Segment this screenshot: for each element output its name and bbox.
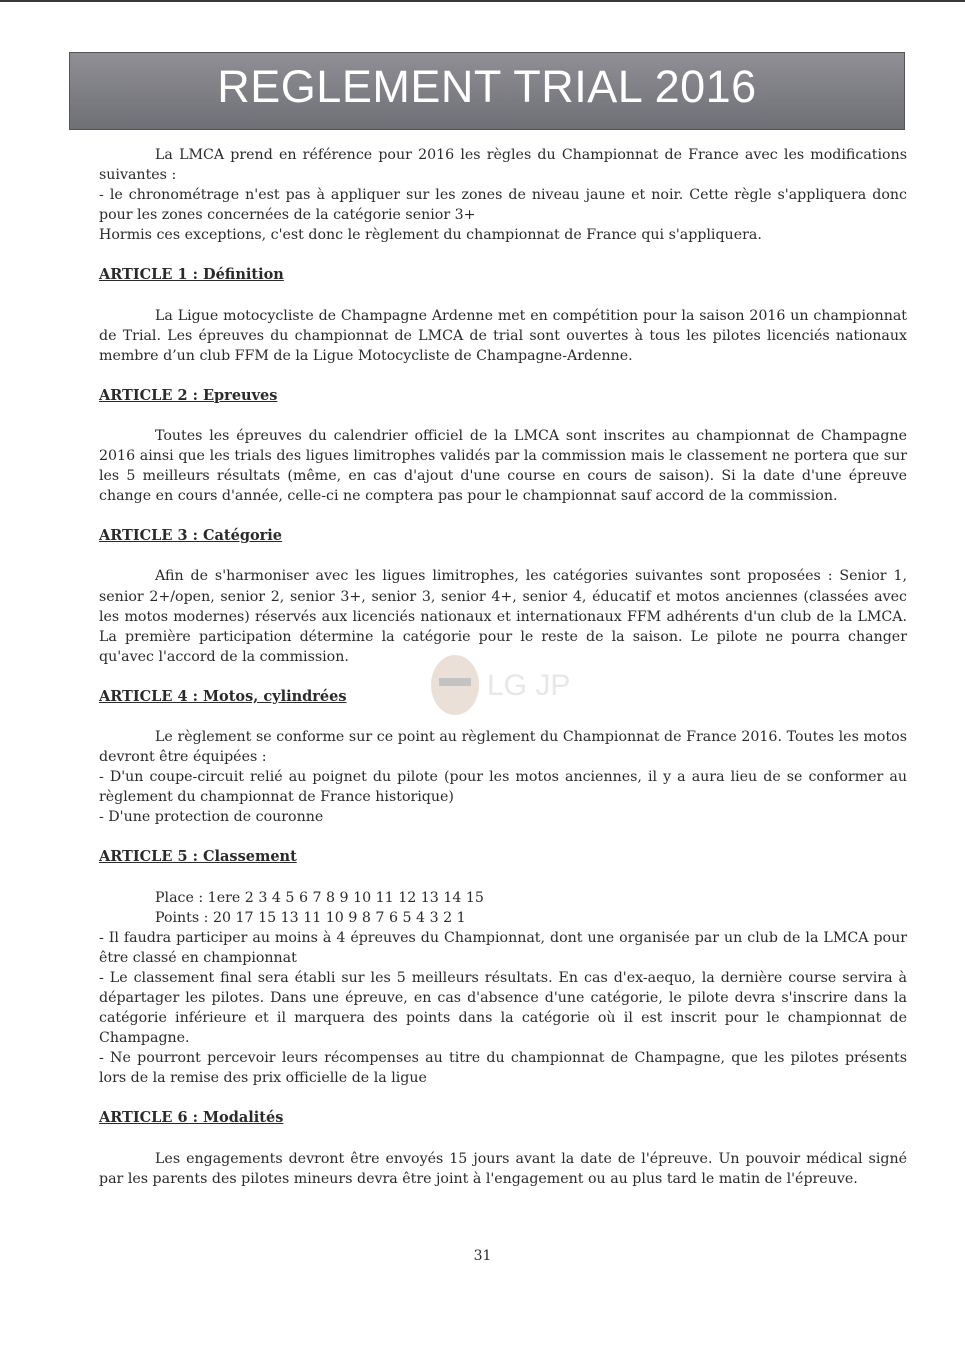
- article-2-heading: ARTICLE 2 : Epreuves: [99, 386, 278, 404]
- article-2-text: Toutes les épreuves du calendrier officiel de la LMCA sont inscrites au championnat de Champagne 2016 ainsi que les trials des ligues limitrophes validés par la commission mais le classement ne portera que sur les 5 meilleurs résultats (même, en cas d'ajout d'une course en cours de saison). Si la date d'une épreuve change en cours d'année, celle-ci ne comptera pas pour le championnat sauf accord de la commission.: [99, 427, 907, 505]
- watermark-text: LG JP: [487, 669, 571, 702]
- article-6-heading: ARTICLE 6 : Modalités: [99, 1109, 284, 1127]
- article-3-text: Afin de s'harmoniser avec les ligues limitrophes, les catégories suivantes sont proposées : Senior 1, senior 2+/open, senior 2, senior 3+, senior 3, senior 4+, senior 4, éducatif et motos anciennes (classées avec les motos modernes) réservés aux licenciés nationaux et internationaux FFM adhérents d'un club de la LMCA. La première participation détermine la catégorie pour le reste de la saison. Le pilote ne pourra changer qu'avec l'accord de la commission.: [99, 568, 907, 665]
- article-5-item-1: - Il faudra participer au moins à 4 épreuves du Championnat, dont une organisée par un club de la LMCA pour être classé en championnat: [99, 929, 907, 966]
- intro-paragraph: La LMCA prend en référence pour 2016 les règles du Championnat de France avec les modifications suivantes :: [99, 147, 907, 184]
- article-4-heading: ARTICLE 4 : Motos, cylindrées: [99, 687, 347, 705]
- article-4-item-1: - D'un coupe-circuit relié au poignet du pilote (pour les motos anciennes, il y a aura lieu de se conformer au règlement du championnat de France historique): [99, 769, 907, 806]
- article-1-text: La Ligue motocycliste de Champagne Ardenne met en compétition pour la saison 2016 un championnat de Trial. Les épreuves du championnat de LMCA de trial sont ouvertes à tous les pilotes licenciés nationaux membre d’un club FFM de la Ligue Motocycliste de Champagne-Ardenne.: [99, 307, 907, 364]
- article-4-text: Le règlement se conforme sur ce point au règlement du Championnat de France 2016. Toutes les motos devront être équipées :: [99, 728, 907, 766]
- page-number: 31: [473, 1248, 492, 1264]
- article-5-item-2: - Le classement final sera établi sur les 5 meilleurs résultats. En cas d'ex-aequo, la dernière course servira à départager les pilotes. Dans une épreuve, en cas d'absence d'une catégorie, le pilote devra s'inscrire dans la catégorie inférieure et il marquera des points dans la catégorie où il est inscrit pour le championnat de Champagne.: [99, 969, 907, 1047]
- article-5-heading: ARTICLE 5 : Classement: [99, 848, 297, 866]
- article-4-item-2: - D'une protection de couronne: [99, 809, 324, 826]
- article-1-heading: ARTICLE 1 : Définition: [99, 266, 284, 284]
- watermark-logo: [425, 640, 571, 730]
- article-5-places: Place : 1ere 2 3 4 5 6 7 8 9 10 11 12 13 14 15: [155, 889, 484, 906]
- intro-exceptions: Hormis ces exceptions, c'est donc le règlement du championnat de France qui s'appliquera.: [99, 227, 762, 244]
- article-5-item-3: - Ne pourront percevoir leurs récompenses au titre du championnat de Champagne, que les pilotes présents lors de la remise des prix officielle de la ligue: [99, 1050, 907, 1087]
- article-6-text: Les engagements devront être envoyés 15 jours avant la date de l'épreuve. Un pouvoir médical signé par les parents des pilotes mineurs devra être joint à l'engagement ou au plus tard le matin de l'épreuve.: [99, 1150, 907, 1187]
- title-banner: [69, 52, 905, 130]
- page-title: REGLEMENT TRIAL 2016: [217, 61, 757, 112]
- top-rule: [0, 0, 965, 2]
- article-5-points: Points : 20 17 15 13 11 10 9 8 7 6 5 4 3 2 1: [155, 909, 466, 926]
- article-3-heading: ARTICLE 3 : Catégorie: [99, 527, 283, 545]
- intro-rule: - le chronométrage n'est pas à appliquer sur les zones de niveau jaune et noir. Cette règle s'appliquera donc pour les zones concernées de la catégorie senior 3+: [99, 187, 907, 224]
